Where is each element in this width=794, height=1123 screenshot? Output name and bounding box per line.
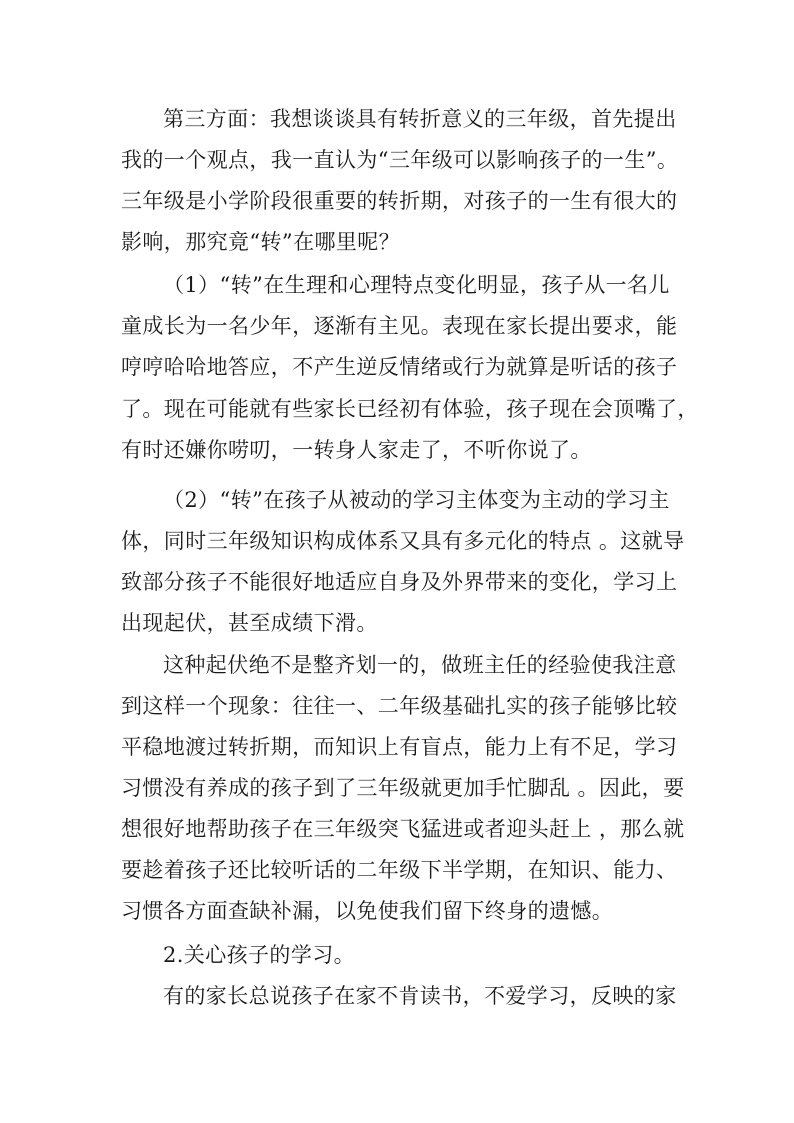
text-line: 出现起伏，甚至成绩下滑。	[121, 611, 378, 635]
text-line: 童成长为一名少年，逐渐有主见。表现在家长提出要求，能	[121, 314, 678, 338]
text-line: 有的家长总说孩子在家不肯读书，不爱学习，反映的家	[163, 984, 677, 1008]
text-line: 这种起伏绝不是整齐划一的，做班主任的经验使我注意	[163, 653, 677, 677]
text-line: 哼哼哈哈地答应，不产生逆反情绪或行为就算是听话的孩子	[121, 355, 678, 379]
section-heading: 2.关心孩子的学习。	[163, 943, 356, 967]
text-line: 到这样一个现象：往往一、二年级基础扎实的孩子能够比较	[121, 694, 678, 718]
text-line: （2）“转”在孩子从被动的学习主体变为主动的学习主	[163, 488, 670, 512]
text-line: 影响，那究竟“转”在哪里呢？	[121, 230, 401, 254]
text-line: 平稳地渡过转折期，而知识上有盲点，能力上有不足，学习	[121, 735, 678, 759]
text-line: 习惯各方面查缺补漏，以免使我们留下终身的遗憾。	[121, 899, 614, 923]
text-line: 了。现在可能就有些家长已经初有体验，孩子现在会顶嘴了，	[121, 397, 699, 421]
text-line: 体，同时三年级知识构成体系又具有多元化的特点 。这就导	[121, 529, 685, 553]
text-line: 致部分孩子不能很好地适应自身及外界带来的变化，学习上	[121, 570, 678, 594]
text-line: （1）“转”在生理和心理特点变化明显，孩子从一名儿	[163, 273, 670, 297]
text-line: 想很好地帮助孩子在三年级突飞猛进或者迎头赶上 ，那么就	[121, 817, 685, 841]
text-line: 第三方面：我想谈谈具有转折意义的三年级，首先提出	[163, 107, 677, 131]
text-line: 要趁着孩子还比较听话的二年级下半学期，在知识、能力、	[121, 858, 678, 882]
text-line: 习惯没有养成的孩子到了三年级就更加手忙脚乱 。因此，要	[121, 776, 685, 800]
text-line: 有时还嫌你唠叨，一转身人家走了，不听你说了。	[121, 438, 592, 462]
text-line: 我的一个观点，我一直认为“三年级可以影响孩子的一生”。	[121, 148, 679, 172]
text-line: 三年级是小学阶段很重要的转折期，对孩子的一生有很大的	[121, 189, 678, 213]
